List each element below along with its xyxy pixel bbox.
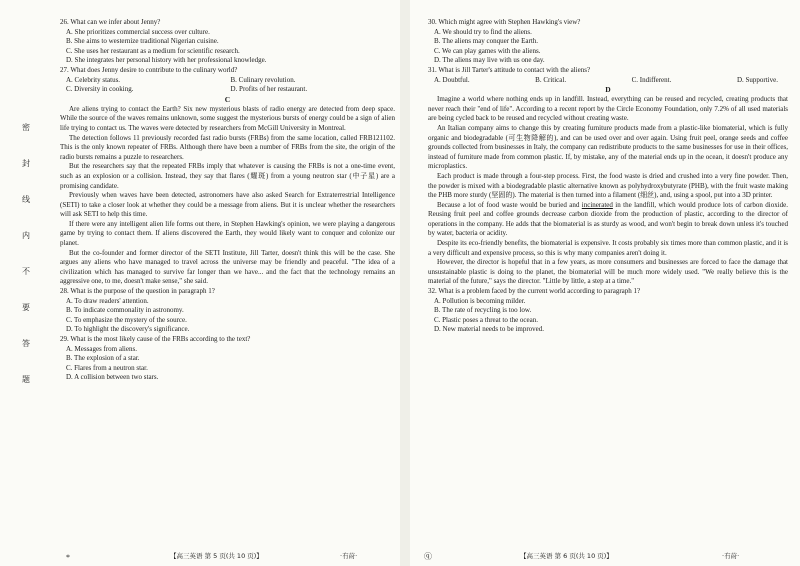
option[interactable]: D. A collision between two stars. (66, 373, 159, 382)
section-heading: D (605, 85, 611, 95)
question-options (60, 345, 395, 383)
option[interactable]: A. Pollution is becoming milder. (434, 296, 526, 305)
option[interactable]: A. Doubtful. (434, 75, 470, 84)
option[interactable]: B. The explosion of a star. (66, 354, 140, 363)
question-stem: 31. What is Jill Tarter's attitude to contact with the aliens? (428, 65, 591, 74)
page-fold (400, 0, 410, 566)
paragraph: But the co-founder and former director of the SETI Institute, Jill Tarter, doesn't think this will be the case. She argues any aliens who have managed to travel across the universe may be friendly and peaceful. "The idea of a civilization which has managed to survive far longer than we have... and the fact that the technology remains an aggressive one, to me, doesn't make sense," she said. (60, 248, 395, 286)
question-options (428, 297, 788, 335)
question-options (428, 76, 788, 86)
paragraph: Each product is made through a four-step process. First, the food waste is dried and crushed into a very fine powder. Then, the powder is mixed with a biodegradable plastic alternative known as polyhydroxybutyrate (PHB), with the fruit waste making the PHB more sturdy (坚固的). The material is then turned into a filament (细丝), and, using a spool, put into a 3D printer. (428, 171, 788, 200)
paragraph: If there were any intelligent alien life forms out there, in Stephen Hawking's opinion, we were playing a dangerous game by trying to contact them. If aliens discovered the Earth, they would likely want to conquer and colonize our planet. (60, 219, 395, 248)
paragraph: Are aliens trying to contact the Earth? Six new mysterious blasts of radio energy are detected from deep space. While the source of the waves remains unknown, some suggest the mysterious bursts of energy could be a sign of alien life trying to contact us. The waves were detected by researchers from McGill University in Montreal. (60, 104, 395, 132)
right-page (410, 0, 800, 566)
option[interactable]: A. To draw readers' attention. (66, 296, 149, 305)
option[interactable]: D. Supportive. (736, 75, 778, 84)
option[interactable]: C. Indifferent. (631, 75, 672, 84)
binding-char: 线 (22, 195, 30, 204)
option[interactable]: C. Diversity in cooking. (66, 85, 134, 94)
option[interactable]: C. She uses her restaurant as a medium for scientific research. (66, 46, 240, 55)
paragraph-text: Because a lot of food waste would be buried and (437, 200, 582, 209)
option[interactable]: B. The rate of recycling is too low. (434, 306, 532, 315)
footer-code: ·冇莳· (340, 552, 358, 560)
option[interactable]: B. The aliens may conquer the Earth. (434, 37, 539, 46)
paragraph: The detection follows 11 previously recorded fast radio bursts (FRBs) from the same location, called FRB121102. This is the only known repeater of FRBs. Although there have been a number of FRBs from the site, the origin of the radio bursts remains a puzzle to researchers. (60, 133, 395, 161)
binding-char: 不 (22, 267, 30, 276)
paragraph: An Italian company aims to change this by creating furniture products made from a plastic-like biomaterial, which is fully organic and biodegradable (可生物降解的), and can be used over and over again. Using fruit peel, orange seeds and coffee grounds collected from businesses in Italy, the company can redistribute products to the same businesses for use in their offices, instead of furniture made from common plastic. If, by mistake, any of the material ends up in the ocean, it doesn't produce any microplastics. (428, 123, 788, 171)
section-heading: C (224, 94, 231, 104)
option[interactable]: B. Critical. (535, 75, 567, 84)
option[interactable]: C. Plastic poses a threat to the ocean. (434, 315, 538, 324)
question-stem: 29. What is the most likely cause of the FRBs according to the text? (60, 335, 251, 343)
binding-char: 要 (22, 303, 30, 312)
question-options (428, 28, 788, 66)
option[interactable]: C. We can play games with the aliens. (434, 46, 541, 55)
binding-char: 题 (22, 375, 30, 384)
question-options (60, 76, 395, 95)
page-footer: 【高三英语 第 6 页(共 10 页)】 (520, 552, 613, 560)
option[interactable]: A. Messages from aliens. (66, 344, 137, 353)
page-footer: 【高三英语 第 5 页(共 10 页)】 (170, 552, 263, 560)
corner-mark: ⓠ (424, 552, 432, 561)
question-options (60, 28, 395, 66)
option[interactable]: B. To indicate commonality in astronomy. (66, 306, 184, 315)
paragraph-text: in the landfill, which would produce lots of carbon dioxide. Reusing fruit peel and coffee grounds decrease carbon dioxide from the production of plastic, according to the director of operations in the company. He adds that the biomaterial is as sturdy as wood, and won't begin to break down unless it's touched by water, bacteria or acidity. (428, 200, 788, 238)
question-stem: 30. Which might agree with Stephen Hawking's view? (428, 18, 581, 26)
question-stem: 32. What is a problem faced by the current world according to paragraph 1? (428, 287, 641, 296)
left-column (60, 18, 395, 383)
option[interactable]: D. Profits of her restaurant. (230, 85, 308, 94)
paragraph: However, the director is hopeful that in a few years, as more consumers and businesses are forced to face the damage that unsustainable plastic is doing to the planet, the biomaterial will be much more widely used. "We really believe this is the material of the future," says the director. "Little by little, a step at a time." (428, 258, 788, 286)
option[interactable]: A. She prioritizes commercial success over culture. (66, 27, 210, 36)
binding-char: 密 (22, 123, 30, 132)
paragraph: Imagine a world where nothing ends up in landfill. Instead, everything can be reused and recycled, creating products that never reach their "end of life". According to a recent report by the Circle Economy Foundation, only 7.2% of all used materials are being cycled back to be reused and recycled without creating waste. (428, 95, 788, 123)
paragraph-incinerated (428, 201, 788, 239)
corner-mark: * (66, 553, 70, 562)
right-column (428, 18, 788, 335)
option[interactable]: D. She integrates her personal history with her professional knowledge. (66, 56, 267, 65)
option[interactable]: A. Celebrity status. (66, 75, 121, 84)
binding-char: 内 (22, 231, 30, 240)
option[interactable]: D. New material needs to be improved. (434, 325, 545, 334)
underlined-word: incinerated (581, 200, 613, 209)
option[interactable]: D. To highlight the discovery's significance. (66, 325, 190, 334)
paragraph: Despite its eco-friendly benefits, the biomaterial is expensive. It costs probably six times more than common plastic, and it is a very difficult and expensive process, so this is why many companies aren't doing it. (428, 239, 788, 257)
binding-char: 封 (22, 159, 30, 168)
option[interactable]: B. She aims to westernize traditional Nigerian cuisine. (66, 37, 219, 46)
question-stem: 27. What does Jenny desire to contribute to the culinary world? (60, 65, 238, 74)
paragraph: Previously when waves have been detected, astronomers have also asked Search for Extraterrestrial Intelligence (SETI) to take a closer look at whether they could be a message from aliens. But it is unclear whether the researchers will ask SETI to help this time. (60, 191, 395, 219)
option[interactable]: B. Culinary revolution. (230, 75, 296, 84)
question-stem: 28. What is the purpose of the question in paragraph 1? (60, 287, 215, 296)
option[interactable]: D. The aliens may live with us one day. (434, 56, 545, 65)
footer-code: ·冇莳· (722, 552, 740, 560)
binding-margin (20, 110, 32, 398)
option[interactable]: A. We should try to find the aliens. (434, 27, 532, 36)
question-stem: 26. What can we infer about Jenny? (60, 18, 161, 26)
paragraph: But the researchers say that the repeated FRBs imply that whatever is causing the FRBs is not a one-time event, such as an explosion or a collision. Instead, they say that flares (耀斑) from a young neutron star (中子星) are a promising candidate. (60, 162, 395, 190)
option[interactable]: C. Flares from a neutron star. (66, 363, 148, 372)
binding-char: 答 (22, 339, 30, 348)
question-options (60, 297, 395, 335)
option[interactable]: C. To emphasize the mystery of the source. (66, 315, 187, 324)
